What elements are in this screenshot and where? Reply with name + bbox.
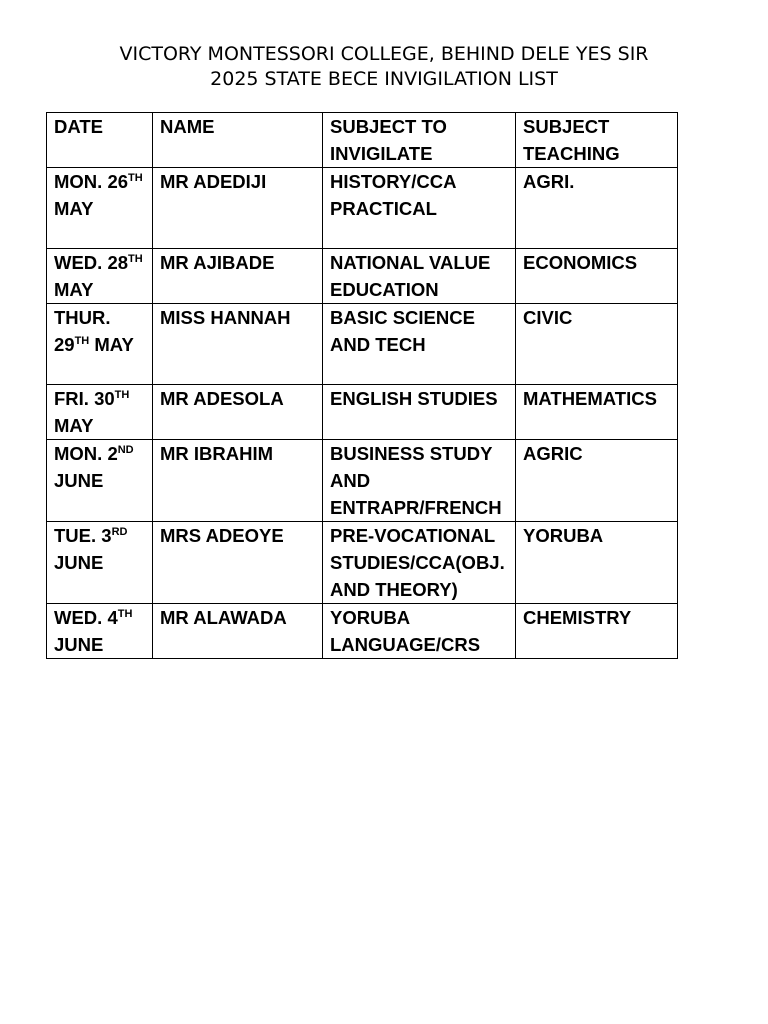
date-suffix: TH bbox=[128, 172, 143, 184]
name-cell: MR ALAWADA bbox=[153, 604, 323, 659]
column-header-date: DATE bbox=[47, 113, 153, 168]
date-suffix: TH bbox=[74, 335, 90, 347]
date-main: FRI. 30 bbox=[54, 388, 115, 409]
table-row bbox=[47, 304, 678, 385]
name-cell: MR ADEDIJI bbox=[153, 168, 323, 249]
date-main: TUE. 3 bbox=[54, 525, 112, 546]
name-cell: MR ADESOLA bbox=[153, 385, 323, 440]
table-row bbox=[47, 440, 678, 522]
school-title: VICTORY MONTESSORI COLLEGE, BEHIND DELE YES SIR bbox=[119, 43, 649, 65]
column-header-subject-teaching: SUBJECT TEACHING bbox=[516, 113, 678, 168]
date-suffix: RD bbox=[111, 526, 128, 538]
date-month: MAY bbox=[89, 334, 134, 355]
name-cell: MR AJIBADE bbox=[153, 249, 323, 304]
subject-teaching-cell: AGRI. bbox=[516, 168, 678, 249]
date-suffix: TH bbox=[128, 253, 143, 265]
date-suffix: TH bbox=[117, 608, 133, 620]
subject-invigilate-cell: NATIONAL VALUE EDUCATION bbox=[323, 249, 516, 304]
date-main: MON. 26 bbox=[54, 171, 129, 192]
subject-invigilate-cell: HISTORY/CCA PRACTICAL bbox=[323, 168, 516, 249]
date-cell bbox=[47, 168, 153, 249]
date-month: JUNE bbox=[54, 634, 104, 655]
date-cell bbox=[47, 604, 153, 659]
subject-teaching-cell: ECONOMICS bbox=[516, 249, 678, 304]
subject-teaching-cell: YORUBA bbox=[516, 522, 678, 604]
date-main: MON. 2 bbox=[54, 443, 118, 464]
column-header-name: NAME bbox=[153, 113, 323, 168]
list-title: 2025 STATE BECE INVIGILATION LIST bbox=[210, 68, 558, 90]
invigilation-table bbox=[46, 112, 678, 659]
date-main: WED. 28 bbox=[54, 252, 129, 273]
date-month: MAY bbox=[54, 415, 94, 436]
date-cell bbox=[47, 440, 153, 522]
subject-invigilate-cell: ENGLISH STUDIES bbox=[323, 385, 516, 440]
table-row bbox=[47, 168, 678, 249]
date-main: THUR. 29 bbox=[54, 307, 111, 355]
table-header-row bbox=[47, 113, 678, 168]
column-header-subject-to-invigilate: SUBJECT TO INVIGILATE bbox=[323, 113, 516, 168]
subject-invigilate-cell: YORUBA LANGUAGE/CRS bbox=[323, 604, 516, 659]
date-main: WED. 4 bbox=[54, 607, 118, 628]
date-month: MAY bbox=[54, 198, 94, 219]
subject-teaching-cell: CHEMISTRY bbox=[516, 604, 678, 659]
date-cell bbox=[47, 304, 153, 385]
date-month: MAY bbox=[54, 279, 94, 300]
date-suffix: ND bbox=[117, 444, 134, 456]
subject-teaching-cell: MATHEMATICS bbox=[516, 385, 678, 440]
subject-teaching-cell: AGRIC bbox=[516, 440, 678, 522]
name-cell: MISS HANNAH bbox=[153, 304, 323, 385]
document-header bbox=[0, 42, 768, 92]
subject-teaching-cell: CIVIC bbox=[516, 304, 678, 385]
date-cell bbox=[47, 522, 153, 604]
subject-invigilate-cell: BUSINESS STUDY AND ENTRAPR/FRENCH bbox=[323, 440, 516, 522]
date-suffix: TH bbox=[114, 389, 130, 401]
name-cell: MR IBRAHIM bbox=[153, 440, 323, 522]
subject-invigilate-cell: PRE-VOCATIONAL STUDIES/CCA(OBJ. AND THEORY) bbox=[323, 522, 516, 604]
table-row bbox=[47, 604, 678, 659]
subject-invigilate-cell: BASIC SCIENCE AND TECH bbox=[323, 304, 516, 385]
date-cell bbox=[47, 385, 153, 440]
date-month: JUNE bbox=[54, 470, 104, 491]
date-cell bbox=[47, 249, 153, 304]
date-month: JUNE bbox=[54, 552, 104, 573]
table-row bbox=[47, 385, 678, 440]
table-row bbox=[47, 522, 678, 604]
table-row bbox=[47, 249, 678, 304]
name-cell: MRS ADEOYE bbox=[153, 522, 323, 604]
